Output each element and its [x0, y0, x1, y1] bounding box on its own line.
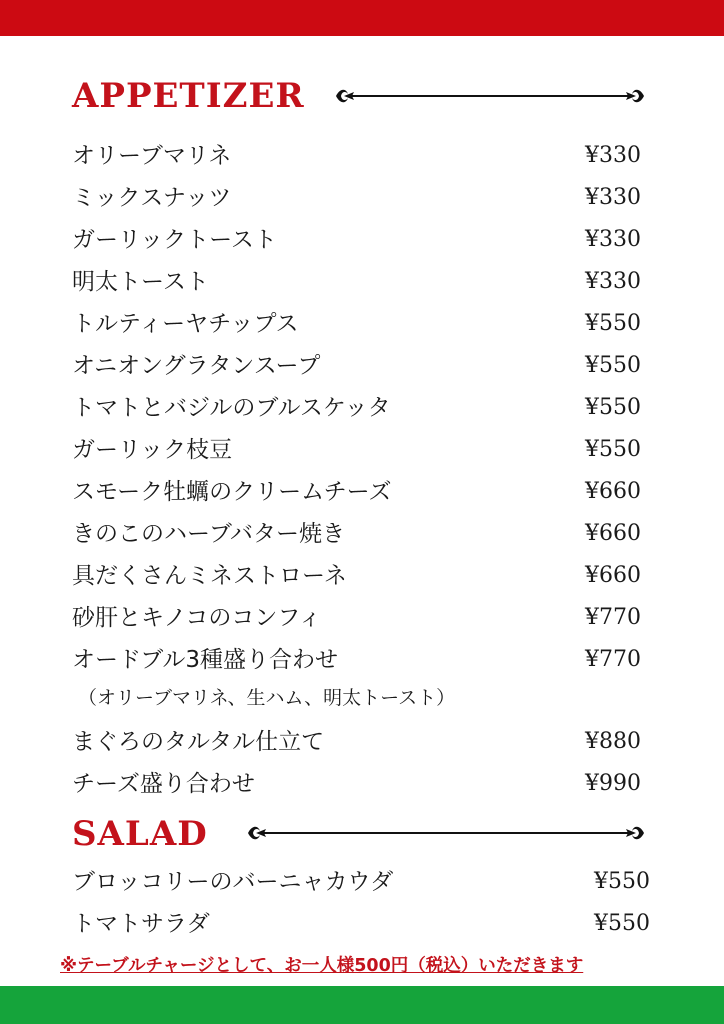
ornament-divider-icon	[246, 823, 646, 843]
appetizer-item-note: （オリーブマリネ、生ハム、明太トースト）	[78, 687, 456, 709]
appetizer-item-name: 具だくさんミネストローネ	[72, 563, 347, 589]
appetizer-item-price: ¥550	[585, 395, 641, 420]
appetizer-item-price: ¥550	[585, 437, 641, 462]
salad-item-price: ¥550	[594, 869, 650, 894]
bottom-green-band	[0, 986, 724, 1024]
appetizer-item-price: ¥330	[585, 269, 641, 294]
salad-title: SALAD	[72, 814, 208, 854]
appetizer-item-name: ガーリック枝豆	[72, 437, 233, 463]
appetizer-item-price: ¥550	[585, 311, 641, 336]
appetizer-item-name: ミックスナッツ	[72, 185, 232, 211]
appetizer-item-price: ¥770	[585, 647, 641, 672]
appetizer-item-price: ¥660	[585, 563, 641, 588]
appetizer-item-price: ¥330	[585, 185, 641, 210]
salad-item-name: トマトサラダ	[72, 911, 210, 937]
salad-item-price: ¥550	[594, 911, 650, 936]
appetizer-item-price: ¥330	[585, 227, 641, 252]
appetizer-item-name: 明太トースト	[72, 269, 209, 295]
appetizer-item-price: ¥660	[585, 479, 641, 504]
appetizer-item-name: 砂肝とキノコのコンフィ	[72, 605, 322, 631]
appetizer-item-name: オニオングラタンスープ	[72, 353, 321, 379]
appetizer-item-name: トルティーヤチップス	[72, 311, 299, 337]
appetizer-item-name: スモーク牡蠣のクリームチーズ	[72, 479, 392, 505]
appetizer-item-price: ¥330	[585, 143, 641, 168]
appetizer-item-price: ¥990	[585, 771, 641, 796]
ornament-divider-icon	[334, 86, 646, 106]
appetizer-item-name: ガーリックトースト	[72, 227, 277, 253]
salad-item-name: ブロッコリーのバーニャカウダ	[72, 869, 394, 895]
appetizer-title: APPETIZER	[72, 76, 305, 116]
appetizer-item-name: まぐろのタルタル仕立て	[72, 729, 325, 755]
appetizer-item-price: ¥550	[585, 353, 641, 378]
appetizer-item-name: トマトとバジルのブルスケッタ	[72, 395, 391, 421]
appetizer-item-price: ¥660	[585, 521, 641, 546]
top-red-band	[0, 0, 724, 36]
appetizer-item-name: チーズ盛り合わせ	[72, 771, 255, 797]
appetizer-item-name: オードブル3種盛り合わせ	[72, 647, 339, 673]
appetizer-item-price: ¥880	[585, 729, 641, 754]
table-charge-note: ※テーブルチャージとして、お一人様500円（税込）いただきます	[60, 956, 584, 976]
appetizer-item-name: オリーブマリネ	[72, 143, 232, 169]
appetizer-item-name: きのこのハーブバター焼き	[72, 521, 346, 547]
appetizer-item-price: ¥770	[585, 605, 641, 630]
